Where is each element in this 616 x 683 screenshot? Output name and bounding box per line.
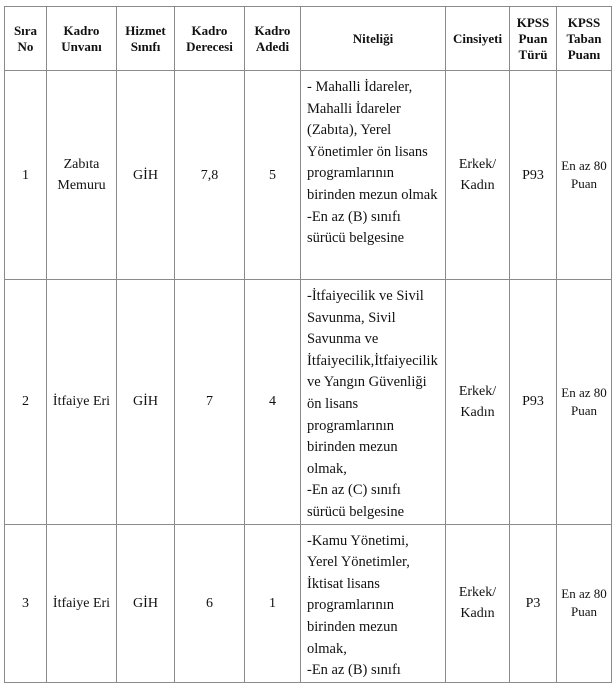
- cell-niteligi: [301, 280, 446, 525]
- cell-kadro-unvani: İtfaiye Eri: [47, 524, 117, 682]
- cell-sira-no: 3: [5, 524, 47, 682]
- cell-hizmet-sinifi: GİH: [117, 280, 175, 525]
- niteligi-text: -İtfaiyecilik ve Sivil Savunma, Sivil Savunma ve İtfaiyecilik,İtfaiyecilik ve Yangın Güvenliği ön lisans programlarının birinden mezun olmak, -En az (C) sınıfı sürücü belgesine: [307, 288, 438, 520]
- cell-kadro-adedi: 1: [245, 524, 301, 682]
- table-row: [5, 524, 612, 682]
- header-kpss-taban-puani: KPSS Taban Puanı: [557, 7, 612, 71]
- cell-kadro-derecesi: 7,8: [175, 71, 245, 280]
- header-kadro-adedi: Kadro Adedi: [245, 7, 301, 71]
- cell-kadro-adedi: 4: [245, 280, 301, 525]
- cell-kadro-unvani: Zabıta Memuru: [47, 71, 117, 280]
- cell-kadro-derecesi: 7: [175, 280, 245, 525]
- cell-hizmet-sinifi: GİH: [117, 71, 175, 280]
- niteligi-text: - Mahalli İdareler, Mahalli İdareler (Zabıta), Yerel Yönetimler ön lisans programlarının birinden mezun olmak -En az (B) sınıfı sürücü belgesine: [307, 79, 438, 247]
- cell-kadro-unvani: İtfaiye Eri: [47, 280, 117, 525]
- cell-kadro-adedi: 5: [245, 71, 301, 280]
- header-kpss-puan-turu: KPSS Puan Türü: [510, 7, 557, 71]
- header-niteligi: Niteliği: [301, 7, 446, 71]
- header-sira-no: Sıra No: [5, 7, 47, 71]
- header-kadro-derecesi: Kadro Derecesi: [175, 7, 245, 71]
- table-row: [5, 280, 612, 525]
- cell-kpss-puan-turu: P93: [510, 71, 557, 280]
- cell-kpss-taban-puani: En az 80 Puan: [557, 71, 612, 280]
- cell-niteligi: [301, 71, 446, 280]
- cell-kadro-derecesi: 6: [175, 524, 245, 682]
- cell-sira-no: 2: [5, 280, 47, 525]
- cell-kpss-taban-puani: En az 80 Puan: [557, 280, 612, 525]
- cell-hizmet-sinifi: GİH: [117, 524, 175, 682]
- niteligi-text: -Kamu Yönetimi, Yerel Yönetimler, İktisat lisans programlarının birinden mezun olmak, -En az (B) sınıfı: [307, 532, 410, 679]
- staff-position-table-container: [4, 6, 611, 679]
- cell-cinsiyeti: Erkek/ Kadın: [446, 280, 510, 525]
- cell-kpss-puan-turu: P93: [510, 280, 557, 525]
- cell-kpss-puan-turu: P3: [510, 524, 557, 682]
- staff-position-table: [4, 6, 612, 683]
- header-row: [5, 7, 612, 71]
- header-hizmet-sinifi: Hizmet Sınıfı: [117, 7, 175, 71]
- cell-cinsiyeti: Erkek/ Kadın: [446, 71, 510, 280]
- cell-sira-no: 1: [5, 71, 47, 280]
- header-kadro-unvani: Kadro Unvanı: [47, 7, 117, 71]
- cell-cinsiyeti: Erkek/ Kadın: [446, 524, 510, 682]
- header-cinsiyeti: Cinsiyeti: [446, 7, 510, 71]
- cell-niteligi: [301, 524, 446, 682]
- table-row: [5, 71, 612, 280]
- cell-kpss-taban-puani: En az 80 Puan: [557, 524, 612, 682]
